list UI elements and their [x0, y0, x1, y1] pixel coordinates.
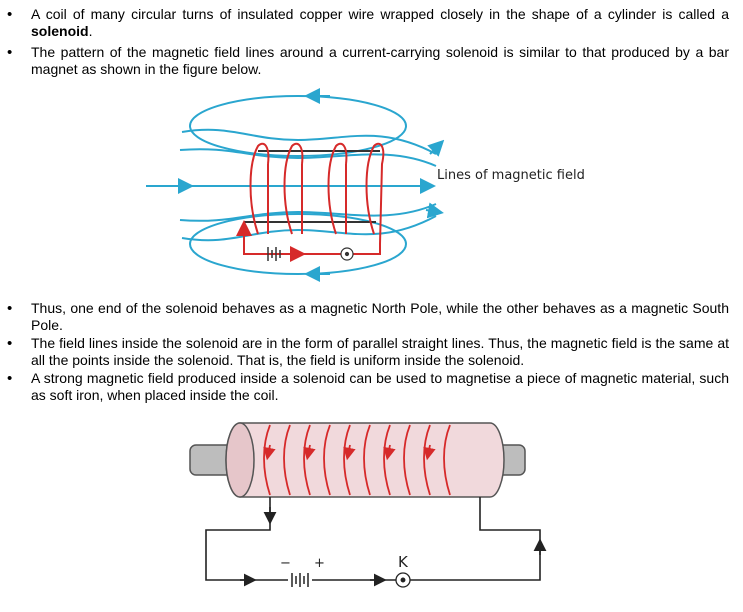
bullet-poles	[0, 300, 743, 334]
field-line-lower-1	[180, 204, 436, 221]
bullet-text-tail: .	[88, 23, 93, 39]
bullet-solenoid-definition	[0, 6, 743, 40]
bullet-text: The field lines inside the solenoid are in the form of parallel straight lines. Thus, the magnetic field is the same at all the points inside the solenoid. That is, the field is uniform inside the solenoid.	[31, 335, 729, 368]
bold-term-solenoid: solenoid	[31, 23, 89, 39]
bullet-field-pattern	[0, 44, 743, 78]
key-label: K	[398, 553, 408, 571]
bullet-text: A strong magnetic field produced inside a solenoid can be used to magnetise a piece of magnetic material, such as soft iron, when placed inside the coil.	[31, 370, 729, 403]
bullet-text: The pattern of the magnetic field lines around a current-carrying solenoid is similar to that produced by a bar magnet as shown in the figure below.	[31, 44, 729, 77]
battery-minus-label: −	[280, 556, 291, 571]
solenoid-soft-iron-figure	[180, 415, 555, 605]
field-lines-label: Lines of magnetic field	[437, 168, 585, 183]
figure2-circuit	[206, 497, 540, 580]
solenoid-coil	[244, 144, 383, 244]
solenoid-field-lines-figure	[140, 84, 610, 284]
bullet-magnetise	[0, 370, 743, 404]
figure1-key	[341, 248, 353, 260]
field-arrow-lower	[426, 210, 438, 212]
bullet-list-bottom	[0, 300, 743, 405]
battery-icon	[292, 573, 308, 587]
bullet-text: A coil of many circular turns of insulated copper wire wrapped closely in the shape of a cylinder is called a	[31, 6, 729, 22]
bullet-list-top	[0, 6, 743, 78]
battery-plus-label: +	[314, 556, 325, 571]
figure1-circuit	[244, 224, 380, 254]
field-lines	[146, 96, 440, 274]
bullet-text: Thus, one end of the solenoid behaves as a magnetic North Pole, while the other behaves as a magnetic South Pole.	[31, 300, 729, 333]
bullet-uniform-field	[0, 335, 743, 369]
key-switch-icon	[396, 573, 410, 587]
